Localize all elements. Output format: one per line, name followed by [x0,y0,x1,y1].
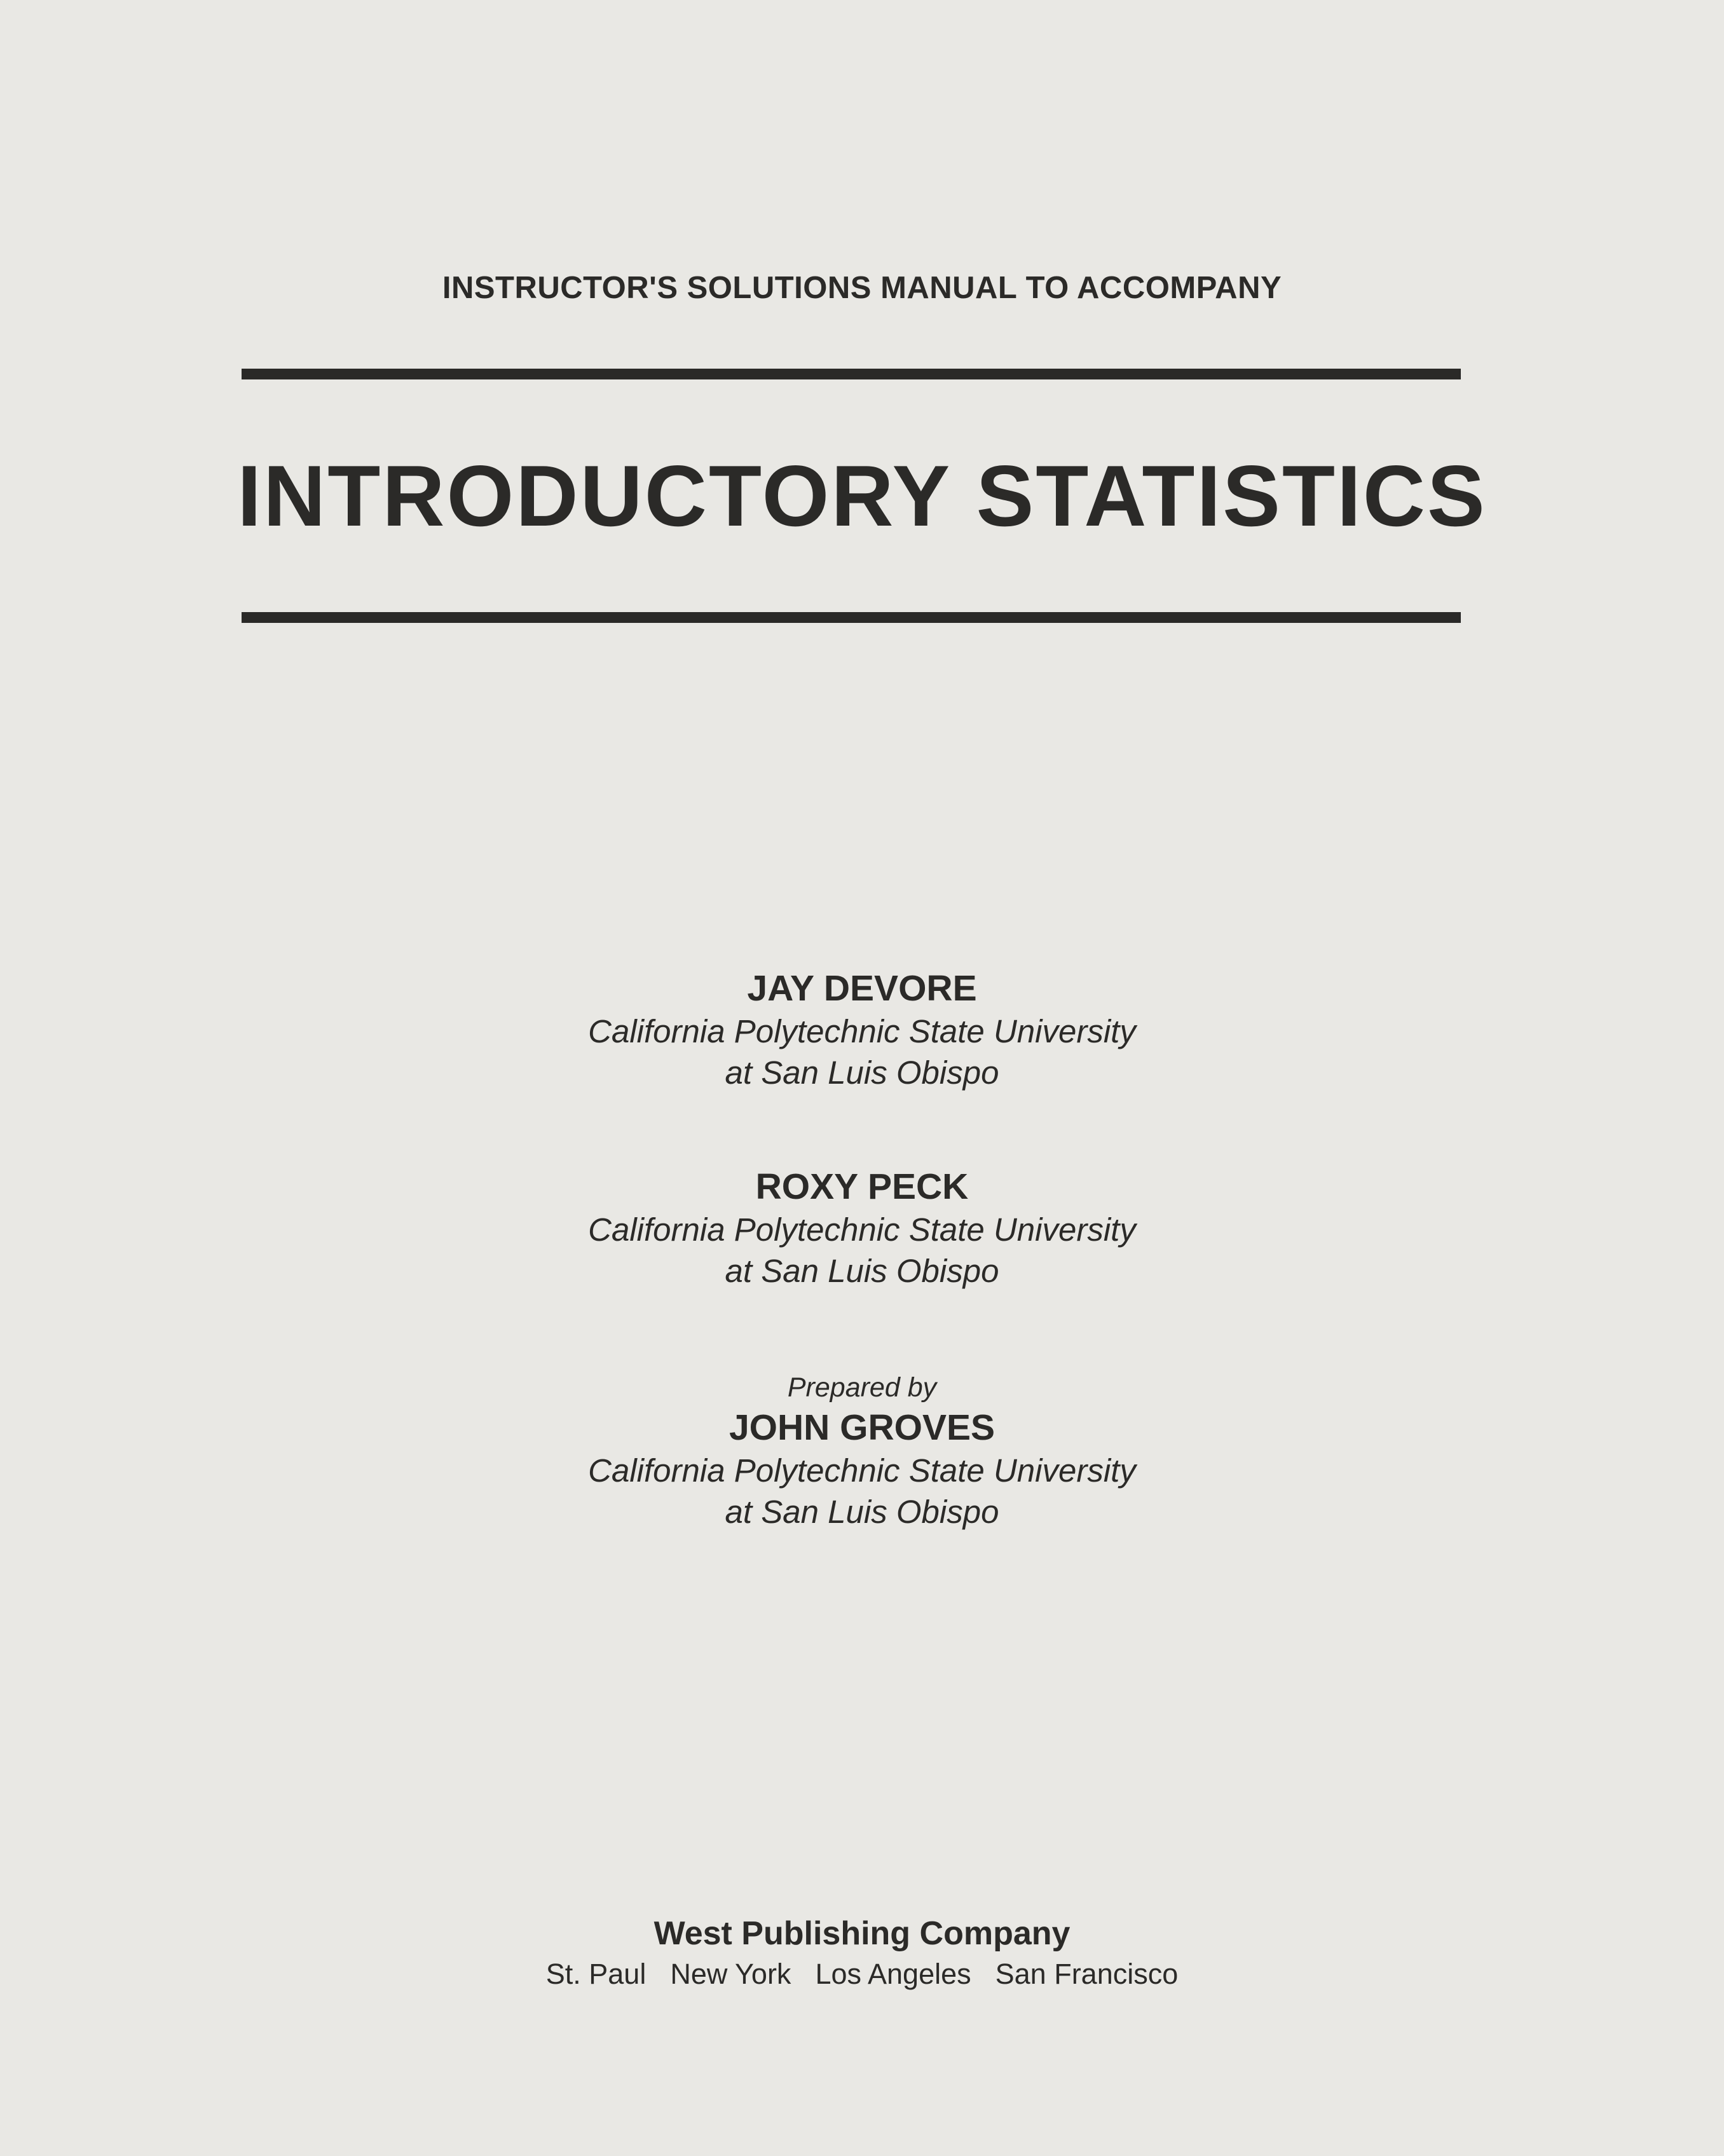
author-block-peck [0,1164,1724,1292]
preparer-block [0,1370,1724,1532]
publisher-cities [0,1958,1724,1991]
publisher-name: West Publishing Company [653,1915,1071,1952]
prepared-by-label: Prepared by [787,1372,937,1403]
author-block-devore [0,966,1724,1093]
author-affiliation-location: at San Luis Obispo [725,1054,999,1091]
author-affiliation: California Polytechnic State University [588,1013,1136,1049]
preparer-affiliation-location: at San Luis Obispo [725,1494,999,1530]
preparer-affiliation: California Polytechnic State University [588,1452,1136,1489]
city-los-angeles: Los Angeles [815,1958,971,1990]
author-affiliation-location: at San Luis Obispo [725,1253,999,1289]
city-st-paul: St. Paul [545,1958,646,1990]
author-name: ROXY PECK [755,1166,969,1207]
city-san-francisco: San Francisco [995,1958,1179,1990]
preparer-name: JOHN GROVES [729,1407,995,1448]
bottom-rule [242,612,1461,623]
manual-subtitle: INSTRUCTOR'S SOLUTIONS MANUAL TO ACCOMPANY [442,271,1282,305]
author-name: JAY DEVORE [747,968,977,1009]
city-new-york: New York [670,1958,791,1990]
book-title: INTRODUCTORY STATISTICS [237,447,1487,544]
author-affiliation: California Polytechnic State University [588,1211,1136,1248]
top-rule [242,369,1461,379]
